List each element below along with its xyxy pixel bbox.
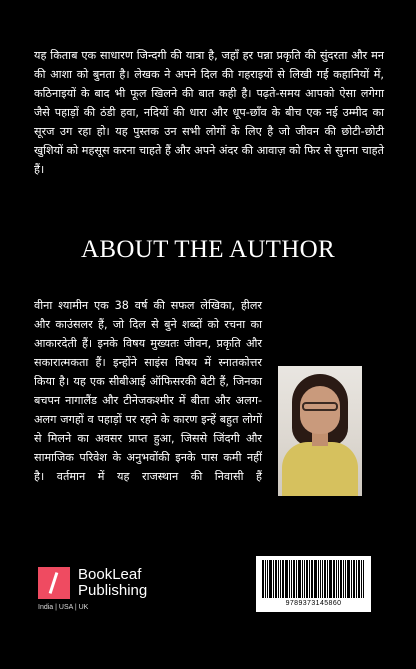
publisher-name-line1: BookLeaf bbox=[78, 566, 142, 583]
barcode-bar bbox=[333, 560, 335, 598]
barcode-bar bbox=[311, 560, 313, 598]
barcode-bar bbox=[351, 560, 352, 598]
barcode-bar bbox=[356, 560, 357, 598]
barcode-bar bbox=[289, 560, 290, 598]
barcode-bar bbox=[329, 560, 332, 598]
barcode-bar bbox=[302, 560, 303, 598]
about-author-heading: ABOUT THE AUTHOR bbox=[81, 236, 335, 263]
barcode-bar bbox=[361, 560, 362, 598]
barcode-bar bbox=[327, 560, 328, 598]
barcode-bar bbox=[336, 560, 337, 598]
barcode-bar bbox=[285, 560, 288, 598]
barcode-bar bbox=[318, 560, 319, 598]
isbn-number: 9789373145860 bbox=[285, 600, 342, 607]
barcode-bar bbox=[280, 560, 281, 598]
publisher-name-line2: Publishing bbox=[78, 582, 148, 599]
barcode-bar bbox=[345, 560, 346, 598]
barcode-bar bbox=[296, 560, 297, 598]
barcode-bar bbox=[322, 560, 323, 598]
barcode-bar bbox=[298, 560, 301, 598]
barcode-bar bbox=[306, 560, 308, 598]
author-photo bbox=[278, 366, 362, 496]
barcode-bar bbox=[267, 560, 268, 598]
barcode-bar bbox=[343, 560, 344, 598]
photo-glasses bbox=[302, 402, 338, 411]
author-bio: वीना श्यामीन एक 38 वर्ष की सफल लेखिका, हीलर और काउंसलर हैं, जो दिल से बुने शब्दों को रचना का आकारदेती हैं। इनके विषय मुख्यतः जीवन, प्रकृति और सकारात्मकता हैं। इन्होंने साइंस विषय में स्नातकोत्तर किया है। यह एक सीबीआई ऑफिसरकी बेटी हैं, जिनका बचपन नागालैंड और टीनेजकश्मीर में बीता और अलग-अलग जगहों व पहाड़ों पर रहने के कारण इन्हें बहुत लोगों से मिलने का अवसर प्राप्त हुआ, जिससे जिंदगी और सामाजिक परिवेश के अनुभवोंकी इनके पास कमी नहीं है। वर्तमान में यह राजस्थान की निवासी हैं bbox=[34, 299, 262, 483]
back-cover-blurb: यह किताब एक साधारण जिन्दगी की यात्रा है, जहाँ हर पन्ना प्रकृति की सुंदरता और मन की आशा को बुनता है। लेखक ने अपने दिल की गहराइयों से लिखी गई कहानियों में, कठिनाइयों के बाद भी फूल खिलने की बात कही है। पढ़ते-समय आपको ऐसा लगेगा जैसे पहाड़ों की ठंडी हवा, नदियों की धारा और धूप-छाँव के बीच एक नई उम्मीद का सूरज उग रहा हो। यह पुस्तक उन सभी लोगों के लिए है जो जीवन की छोटी-छोटी खुशियों को महसूस करना चाहते हैं और अपने अंदर की आवाज़ को फिर से सुनना चाहते हैं। bbox=[34, 49, 384, 176]
barcode-icon bbox=[262, 560, 365, 598]
barcode-bar bbox=[320, 560, 321, 598]
barcode-bar bbox=[304, 560, 305, 598]
barcode-bar bbox=[293, 560, 295, 598]
barcode-bar bbox=[358, 560, 360, 598]
barcode-bar bbox=[324, 560, 326, 598]
barcode-bar bbox=[273, 560, 274, 598]
barcode-bar bbox=[291, 560, 292, 598]
barcode-bar bbox=[353, 560, 355, 598]
publisher-regions: India | USA | UK bbox=[38, 604, 89, 611]
barcode-bar bbox=[262, 560, 264, 598]
barcode-bar bbox=[340, 560, 342, 598]
photo-clothing bbox=[282, 442, 358, 496]
barcode-bar bbox=[363, 560, 364, 598]
barcode-bar bbox=[347, 560, 350, 598]
barcode-bar bbox=[338, 560, 339, 598]
publisher-logo bbox=[38, 567, 147, 599]
publisher-name bbox=[78, 567, 147, 599]
bookleaf-logo-icon bbox=[38, 567, 70, 599]
barcode-bar bbox=[269, 560, 272, 598]
barcode-bar bbox=[275, 560, 277, 598]
barcode-bar bbox=[265, 560, 266, 598]
barcode-bar bbox=[278, 560, 279, 598]
barcode-bar bbox=[282, 560, 284, 598]
photo-neck bbox=[312, 432, 328, 446]
isbn-barcode bbox=[256, 556, 371, 612]
barcode-bar bbox=[309, 560, 310, 598]
barcode-bar bbox=[314, 560, 317, 598]
